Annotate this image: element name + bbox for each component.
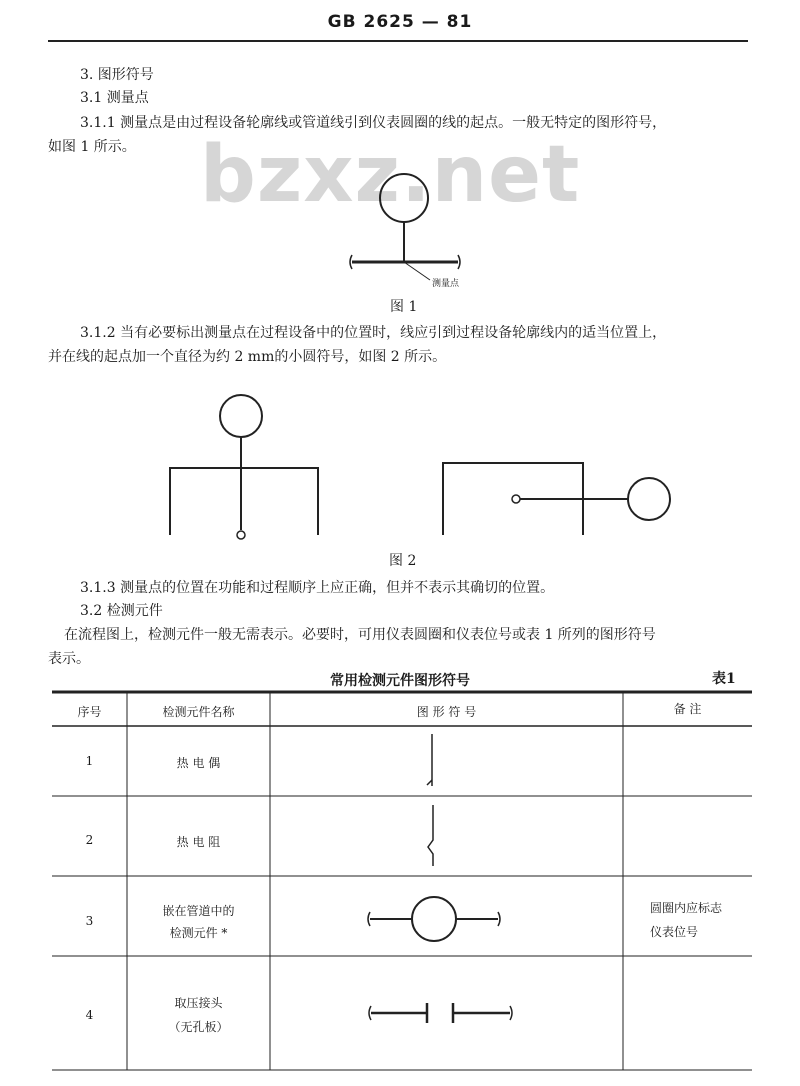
section-3-2-heading: 3.2 检测元件 [80,603,163,619]
table-header-remark: 备 注 [673,702,702,716]
section-3-heading: 3. 图形符号 [80,67,154,83]
table-1-caption: 常用检测元件图形符号 [330,673,470,689]
para-3-1-3: 3.1.3 测量点的位置在功能和过程顺序上应正确，但并不表示其确切的位置。 [80,580,555,596]
watermark: bzxz.net [200,130,581,220]
table-header-symbol: 图 形 符 号 [416,705,477,719]
section-3-1-heading: 3.1 测量点 [80,90,149,106]
table-row-3-no: 3 [85,914,94,928]
table-row-3-name-line2: 检测元件 * [169,926,228,940]
table-row-3-name-line1: 嵌在管道中的 [162,904,235,918]
figure-1-measure-point-label: 测量点 [432,279,460,289]
table-row-2-name: 热 电 阻 [176,835,221,849]
table-header-no: 序号 [77,705,102,719]
table-row-4-no: 4 [85,1008,94,1022]
header-standard-number: GB 2625 — 81 [327,12,473,32]
figure-2-caption: 图 2 [389,553,417,569]
table-1-number: 表1 [712,671,736,687]
para-3-1-2-line1: 3.1.2 当有必要标出测量点在过程设备中的位置时，线应引到过程设备轮廓线内的适当位置上， [80,325,667,341]
table-header-name: 检测元件名称 [162,705,235,719]
para-3-2-line1: 在流程图上，检测元件一般无需表示。必要时，可用仪表圆圈和仪表位号或表 1 所列的图形符号 [64,627,656,643]
table-row-4-name-line2: （无孔板） [168,1020,229,1034]
para-3-2-line2: 表示。 [48,651,90,667]
table-row-1-name: 热 电 偶 [176,756,221,770]
table-row-2-no: 2 [85,833,94,847]
figure-1-caption: 图 1 [390,299,418,315]
table-row-3-remark-line1: 圆圈内应标志 [650,901,723,915]
table-row-3-remark-line2: 仪表位号 [650,925,699,939]
para-3-1-1-line1: 3.1.1 测量点是由过程设备轮廓线或管道线引到仪表圆圈的线的起点。一般无特定的图形符号， [80,115,667,131]
table-row-1-no: 1 [85,754,94,768]
para-3-1-2-line2: 并在线的起点加一个直径为约 2 mm的小圆符号，如图 2 所示。 [48,349,447,365]
para-3-1-1-line2: 如图 1 所示。 [48,139,136,155]
table-row-4-name-line1: 取压接头 [174,996,223,1010]
